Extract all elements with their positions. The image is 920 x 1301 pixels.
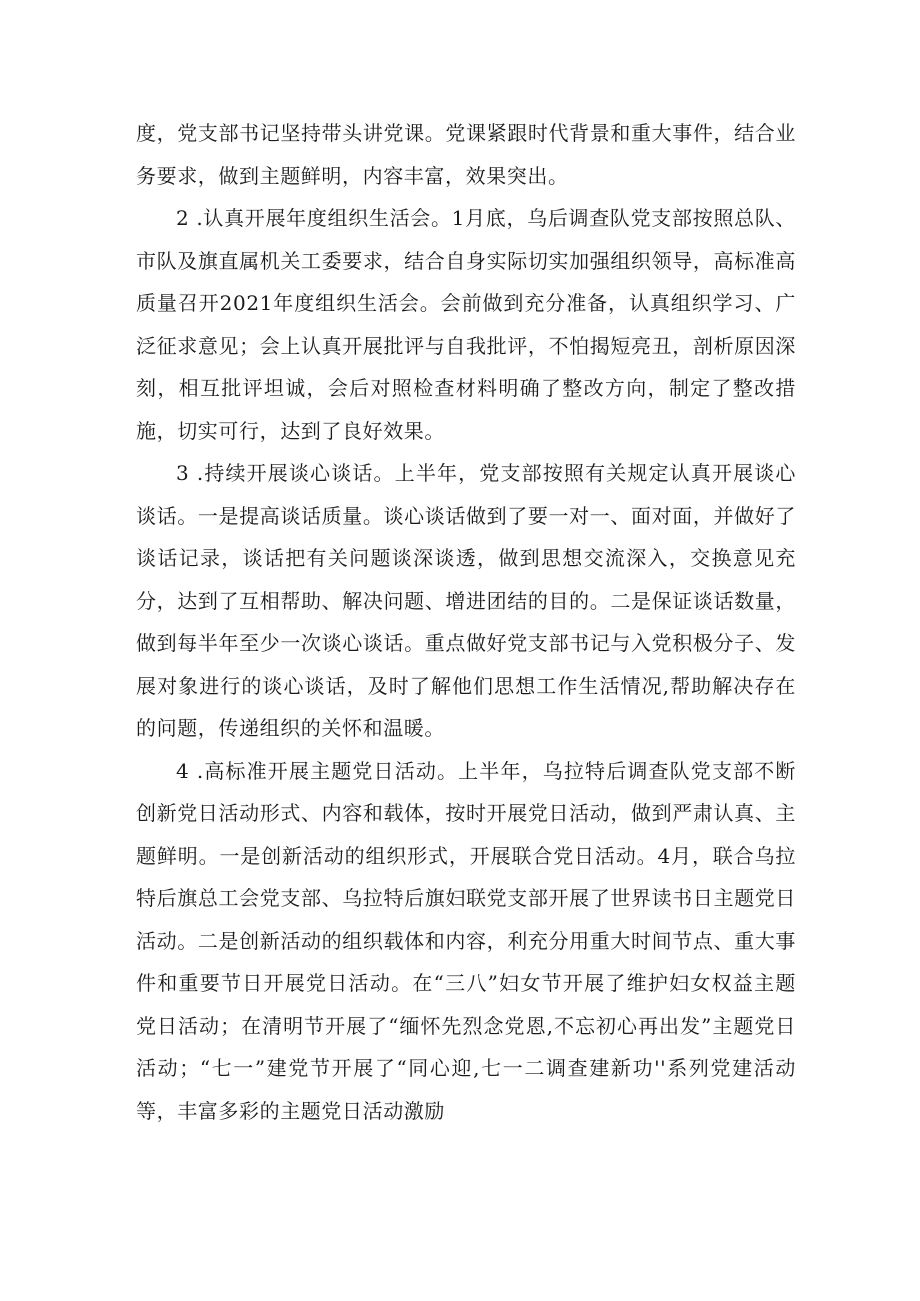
paragraph-item-4: 4 .高标准开展主题党日活动。上半年，乌拉特后调查队党支部不断创新党日活动形式、内容和载体，按时开展党日活动，做到严肃认真、主题鲜明。一是创新活动的组织形式，开展联合党日活动。4月，联合乌拉特后旗总工会党支部、乌拉特后旗妇联党支部开展了世界读书日主题党日活动。二是创新活动的组织载体和内容，利充分用重大时间节点、重大事件和重要节日开展党日活动。在“三八”妇女节开展了维护妇女权益主题党日活动；在清明节开展了“缅怀先烈念党恩,不忘初心再出发”主题党日活动；“七一”建党节开展了“同心迎,七一二调查建新功''系列党建活动等，丰富多彩的主题党日活动激励 xyxy=(136,758,796,1123)
document-body xyxy=(136,112,796,1132)
paragraph-continuation: 度，党支部书记坚持带头讲党课。党课紧跟时代背景和重大事件，结合业务要求，做到主题鲜明，内容丰富，效果突出。 xyxy=(136,121,796,188)
paragraph-item-3: 3 .持续开展谈心谈话。上半年，党支部按照有关规定认真开展谈心谈话。一是提高谈话质量。谈心谈话做到了要一对一、面对面，并做好了谈话记录，谈话把有关问题谈深谈透，做到思想交流深入，交换意见充分，达到了互相帮助、解决问题、增进团结的目的。二是保证谈话数量，做到每半年至少一次谈心谈话。重点做好党支部书记与入党积极分子、发展对象进行的谈心谈话，及时了解他们思想工作生活情况,帮助解决存在的问题，传递组织的关怀和温暖。 xyxy=(136,461,796,740)
paragraph-item-2: 2 .认真开展年度组织生活会。1月底，乌后调查队党支部按照总队、市队及旗直属机关工委要求，结合自身实际切实加强组织领导，高标准高质量召开2021年度组织生活会。会前做到充分准备，认真组织学习、广泛征求意见；会上认真开展批评与自我批评，不怕揭短亮丑，剖析原因深刻，相互批评坦诚，会后对照检查材料明确了整改方向，制定了整改措施，切实可行，达到了良好效果。 xyxy=(136,206,796,443)
